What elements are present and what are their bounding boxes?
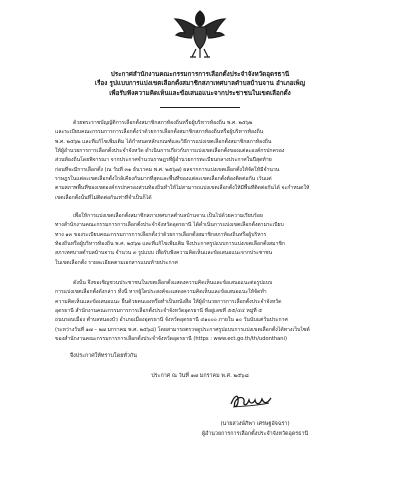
paragraph-line: ก่อนที่จะมีการเลือกตั้ง (ณ วันที่ ๓๑ ธันวาคม พ.ศ. ๒๕๖๗) ผลจากการแบ่งเขตเลือกตั้งให้จัดให้มีจำนวน — [55, 166, 280, 173]
paragraph-2 — [55, 212, 370, 268]
announcement-title-block — [40, 70, 360, 98]
paragraph-line: สภาเทศบาลตำบลบ้านจาน จำนวน ๓ รูปแบบ เพื่อรับฟังความคิดเห็นและข้อเสนอแนะจากประชาชน — [55, 250, 273, 257]
paragraph-line: ความคิดเห็นและข้อเสนอแนะ ยื่นด้วยตนเองหรือทำเป็นหนังสือ ให้ผู้อำนวยการการเลือกตั้งประจำจังหวัด — [55, 298, 282, 305]
paragraph-line: ราษฎรในแต่ละเขตเลือกตั้งใกล้เคียงกันมากที่สุดและพื้นที่ของแต่ละเขตเลือกตั้งต้องติดต่อกัน เว้นแต่ — [55, 176, 272, 183]
paragraph-1 — [55, 119, 370, 203]
paragraph-line: ตามสภาพพื้นที่ของเขตองค์กรปกครองส่วนท้องถิ่นทำให้ไม่สามารถแบ่งเขตเลือกตั้งให้มีพื้นที่ติดต่อกันได้ จะกำหนดให้ — [55, 185, 310, 192]
paragraph-line: ทางสำนักงานคณะกรรมการการเลือกตั้งประจำจังหวัดอุดรธานี ได้ดำเนินการแบ่งเขตเลือกตั้งตามระเบียบ — [55, 222, 284, 229]
paragraph-line: การแบ่งเขตเลือกตั้งดังกล่าว ทั้งนี้ หากผู้ใดประสงค์จะแสดงความคิดเห็นและข้อเสนอแนะให้จัดทำ — [55, 289, 267, 296]
handwritten-signature — [225, 390, 275, 412]
paragraph-line: ถนนรอบเมือง ตำบลหนองบัว อำเภอเมืองอุดรธานี จังหวัดอุดรธานี ๔๑๐๐๐ ภายใน ๑๐ วันนับแต่วันประกาศ — [55, 317, 288, 324]
paragraph-line: ท้องถิ่นหรือผู้บริหารท้องถิ่น พ.ศ. ๒๕๖๒ และที่แก้ไขเพิ่มเติม จึงประกาศรูปแบบการแบ่งเขตเลือกตั้งสมาชิก — [55, 241, 285, 248]
paragraph-line: ในเขตเลือกตั้ง รายละเอียดตามเอกสารแนบท้ายประกาศ — [55, 259, 178, 266]
paragraph-3 — [55, 279, 370, 344]
paragraph-line: และระเบียบคณะกรรมการการเลือกตั้งว่าด้วยการเลือกตั้งสมาชิกสภาท้องถิ่นหรือผู้บริหารท้องถิ่น — [55, 129, 264, 136]
paragraph-line: ของสำนักงานคณะกรรมการการเลือกตั้งประจำจังหวัดอุดรธานี (https : www.ect.go.th/th/udonthani) — [55, 336, 287, 343]
announcement-purpose: เพื่อรับฟังความคิดเห็นและข้อเสนอแนะจากประชาชนในเขตเลือกตั้ง — [109, 89, 291, 97]
signatory-name: (นายสวงษ์ภิพา เศรษฐอัจฉรา) — [220, 421, 290, 427]
paragraph-line: ทาง ๑๓ ของระเบียบคณะกรรมการการเลือกตั้งว่าด้วยการเลือกตั้งสมาชิกสภาท้องถิ่นหรือผู้บริหาร — [55, 231, 267, 238]
paragraph-line: (ระหว่างวันที่ ๑๗ – ๒๗ มกราคม พ.ศ. ๒๕๖๘) โดยสามารถตรวจดูประกาศรูปแบบการแบ่งเขตเลือกตั้งได้ทางเว็บไซต์ — [55, 326, 310, 333]
title-divider — [160, 107, 240, 108]
paragraph-line: ให้ผู้อำนวยการการเลือกตั้งประจำจังหวัด ดำเนินการเกี่ยวกับการแบ่งเขตเลือกตั้งของแต่ละองค์กรปกครอง — [55, 148, 285, 155]
paragraph-line: ดังนั้น จึงขอเชิญชวนประชาชนในเขตเลือกตั้งแสดงความคิดเห็นและข้อเสนอแนะต่อรูปแบบ — [73, 280, 273, 286]
paragraph-line: อุดรธานี สำนักงานคณะกรรมการการเลือกตั้งประจำจังหวัดอุดรธานี ที่อยู่เลขที่ ๕๕/๔๔ หมู่ที่ ๕ — [55, 308, 263, 315]
paragraph-line: พ.ศ. ๒๕๖๒ และที่แก้ไขเพิ่มเติม ได้กำหนดหลักเกณฑ์และวิธีการแบ่งเขตเลือกตั้งสมาชิกสภาท้องถิ่น — [55, 138, 272, 145]
garuda-emblem-icon — [172, 5, 228, 61]
signatory-position: ผู้อำนวยการการเลือกตั้งประจำจังหวัดอุดรธานี — [201, 431, 309, 437]
closing-statement: จึงประกาศให้ทราบโดยทั่วกัน — [70, 353, 137, 359]
paragraph-line: ด้วยพระราชบัญญัติการเลือกตั้งสมาชิกสภาท้องถิ่นหรือผู้บริหารท้องถิ่น พ.ศ. ๒๕๖๒ — [73, 120, 253, 126]
announcement-date: ประกาศ ณ วันที่ ๑๗ มกราคม พ.ศ. ๒๕๖๘ — [151, 373, 249, 379]
announcement-subject: เรื่อง รูปแบบการแบ่งเขตเลือกตั้งสมาชิกสภาเทศบาลตำบลบ้านจาน อำเภอเพ็ญ — [94, 80, 306, 88]
paragraph-line: เพื่อให้การแบ่งเขตเลือกตั้งสมาชิกสภาเทศบาลตำบลบ้านจาน เป็นไปด้วยความเรียบร้อย — [73, 213, 263, 219]
announcement-issuer: ประกาศสำนักงานคณะกรรมการการเลือกตั้งประจำจังหวัดอุดรธานี — [110, 71, 290, 78]
paragraph-line: ส่วนท้องถิ่นโดยพิจารณา จากประกาศจำนวนราษฎรที่ผู้อำนวยการทะเบียนกลางประกาศในปีสุดท้าย — [55, 157, 272, 164]
paragraph-line: เขตเลือกตั้งนั้นที่ไม่ติดต่อกันเท่าที่จำเป็นก็ได้ — [55, 194, 152, 201]
